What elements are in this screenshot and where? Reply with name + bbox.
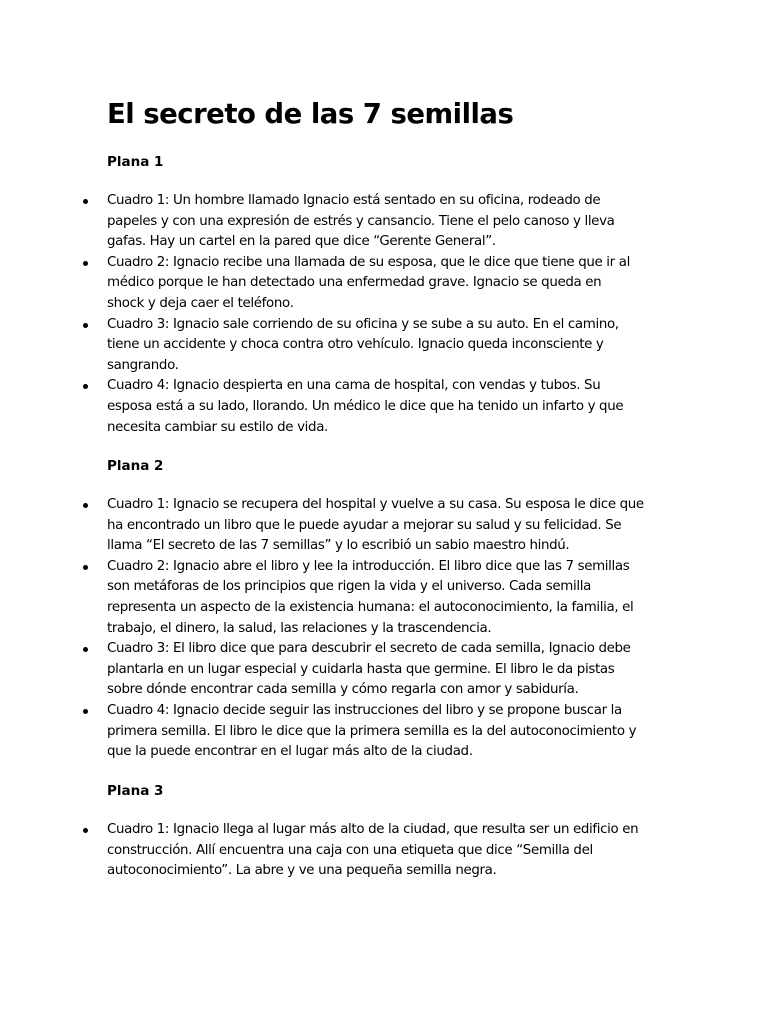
text-line: tiene un accidente y choca contra otro vehículo. Ignacio queda inconsciente y — [107, 337, 604, 353]
text-line: trabajo, el dinero, la salud, las relaciones y la trascendencia. — [107, 620, 492, 636]
text-line: Cuadro 4: Ignacio despierta en una cama de hospital, con vendas y tubos. Su — [107, 378, 601, 394]
text-line: Cuadro 1: Ignacio llega al lugar más alto de la ciudad, que resulta ser un edificio en — [107, 822, 639, 837]
list-item-text — [107, 376, 667, 438]
bullet-icon — [83, 709, 88, 714]
bullet-icon — [83, 828, 88, 833]
text-line: plantarla en un lugar especial y cuidarla hasta que germine. El libro le da pistas — [107, 661, 615, 677]
text-line: Cuadro 3: Ignacio sale corriendo de su oficina y se sube a su auto. En el camino, — [107, 316, 619, 332]
text-line: son metáforas de los principios que rigen la vida y el universo. Cada semilla — [107, 579, 591, 595]
list-item — [0, 253, 667, 315]
text-line: representa un aspecto de la existencia humana: el autoconocimiento, la familia, el — [107, 599, 634, 615]
bullet-icon — [83, 503, 88, 508]
bullet-icon — [83, 323, 88, 328]
text-line: Cuadro 1: Un hombre llamado Ignacio está sentado en su oficina, rodeado de — [107, 193, 601, 208]
text-line: Cuadro 3: El libro dice que para descubrir el secreto de cada semilla, Ignacio debe — [107, 641, 631, 657]
text-line: Cuadro 1: Ignacio se recupera del hospital y vuelve a su casa. Su esposa le dice que — [107, 497, 644, 512]
text-line: sobre dónde encontrar cada semilla y cómo regarla con amor y sabiduría. — [107, 682, 579, 698]
bullet-icon — [83, 647, 88, 652]
list-item-text — [107, 315, 667, 377]
section-heading: Plana 2 — [107, 458, 164, 474]
bullet-icon — [83, 565, 88, 570]
section-heading: Plana 3 — [107, 783, 164, 799]
text-line: esposa está a su lado, llorando. Un médico le dice que ha tenido un infarto y que — [107, 398, 624, 414]
list-item — [0, 701, 667, 763]
list-item-text — [107, 191, 667, 253]
list-item-text — [107, 495, 667, 557]
text-line: shock y deja caer el teléfono. — [107, 295, 294, 311]
text-line: primera semilla. El libro le dice que la primera semilla es la del autoconocimiento y — [107, 723, 637, 739]
text-line: ha encontrado un libro que le puede ayudar a mejorar su salud y su felicidad. Se — [107, 517, 622, 533]
text-line: Cuadro 2: Ignacio abre el libro y lee la introducción. El libro dice que las 7 semillas — [107, 558, 630, 574]
bullet-list — [0, 820, 667, 882]
list-item-text — [107, 820, 667, 882]
text-line: llama “El secreto de las 7 semillas” y lo escribió un sabio maestro hindú. — [107, 538, 570, 554]
list-item — [0, 495, 667, 557]
bullet-icon — [83, 384, 88, 389]
bullet-list — [0, 191, 667, 438]
text-line: papeles y con una expresión de estrés y cansancio. Tiene el pelo canoso y lleva — [107, 213, 615, 229]
list-item — [0, 820, 667, 882]
list-item — [0, 557, 667, 639]
list-item-text — [107, 701, 667, 763]
list-item-text — [107, 639, 667, 701]
text-line: gafas. Hay un cartel en la pared que dice “Gerente General”. — [107, 234, 496, 250]
text-line: autoconocimiento”. La abre y ve una pequeña semilla negra. — [107, 863, 497, 879]
bullet-icon — [83, 261, 88, 266]
document-title: El secreto de las 7 semillas — [107, 98, 514, 130]
section-heading: Plana 1 — [107, 154, 164, 170]
bullet-icon — [83, 199, 88, 204]
list-item — [0, 191, 667, 253]
text-line: Cuadro 2: Ignacio recibe una llamada de su esposa, que le dice que tiene que ir al — [107, 254, 630, 270]
text-line: médico porque le han detectado una enfermedad grave. Ignacio se queda en — [107, 275, 602, 291]
list-item — [0, 376, 667, 438]
bullet-list — [0, 495, 667, 763]
text-line: Cuadro 4: Ignacio decide seguir las instrucciones del libro y se propone buscar la — [107, 702, 622, 718]
list-item-text — [107, 253, 667, 315]
list-item-text — [107, 557, 667, 639]
list-item — [0, 315, 667, 377]
text-line: sangrando. — [107, 357, 179, 373]
text-line: construcción. Allí encuentra una caja con una etiqueta que dice “Semilla del — [107, 842, 593, 858]
text-line: que la puede encontrar en el lugar más alto de la ciudad. — [107, 744, 473, 760]
list-item — [0, 639, 667, 701]
text-line: necesita cambiar su estilo de vida. — [107, 419, 328, 435]
